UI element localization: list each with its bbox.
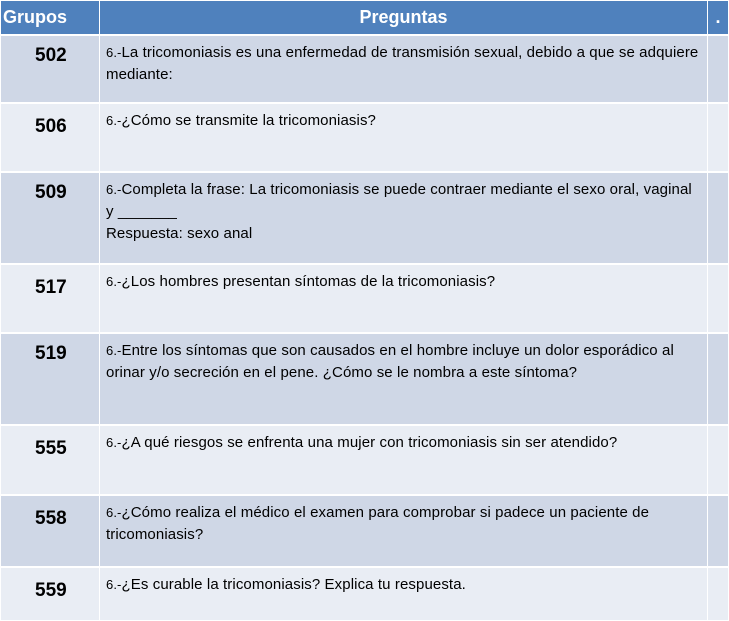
question-text: ¿Cómo realiza el médico el examen para comprobar si padece un paciente de tricomoniasis? (106, 504, 650, 543)
extra-cell (708, 425, 729, 495)
extra-cell (708, 567, 729, 621)
question-text: ¿Es curable la tricomoniasis? Explica tu respuesta. (121, 576, 466, 593)
question-number: 6.- (106, 343, 122, 358)
table-row (1, 35, 729, 103)
question-number: 6.- (106, 113, 122, 128)
extra-cell (708, 333, 729, 425)
header-questions: Preguntas (100, 1, 708, 36)
question-text: La tricomoniasis es una enfermedad de transmisión sexual, debido a que se adquiere mediante: (106, 44, 699, 83)
question-number: 6.- (106, 45, 122, 60)
table-row (1, 264, 729, 333)
question-cell (100, 333, 708, 425)
group-cell: 555 (1, 425, 100, 495)
table-row (1, 495, 729, 567)
table-header-row (1, 1, 729, 36)
question-number: 6.- (106, 274, 122, 289)
question-cell (100, 425, 708, 495)
question-text: ¿A qué riesgos se enfrenta una mujer con tricomoniasis sin ser atendido? (121, 434, 618, 451)
question-number: 6.- (106, 505, 122, 520)
group-cell: 509 (1, 172, 100, 264)
question-cell (100, 172, 708, 264)
table-row (1, 103, 729, 172)
question-text: Entre los síntomas que son causados en el hombre incluye un dolor esporádico al orinar y/o secreción en el pene. ¿Cómo se le nombra a este síntoma? (106, 342, 674, 381)
table-row (1, 425, 729, 495)
group-cell: 506 (1, 103, 100, 172)
answer-text: Respuesta: sexo anal (106, 225, 253, 242)
table-row (1, 172, 729, 264)
group-cell: 519 (1, 333, 100, 425)
question-cell (100, 103, 708, 172)
group-cell: 559 (1, 567, 100, 621)
question-text: Completa la frase: La tricomoniasis se puede contraer mediante el sexo oral, vaginal y _______ (106, 181, 692, 220)
table-row (1, 333, 729, 425)
question-cell (100, 495, 708, 567)
question-number: 6.- (106, 435, 122, 450)
extra-cell (708, 35, 729, 103)
table-row (1, 567, 729, 621)
extra-cell (708, 103, 729, 172)
extra-cell (708, 264, 729, 333)
question-text: ¿Los hombres presentan síntomas de la tricomoniasis? (121, 273, 496, 290)
question-number: 6.- (106, 577, 122, 592)
extra-cell (708, 172, 729, 264)
question-cell (100, 264, 708, 333)
question-cell (100, 567, 708, 621)
extra-cell (708, 495, 729, 567)
header-extra: . (708, 1, 729, 36)
group-cell: 558 (1, 495, 100, 567)
question-text: ¿Cómo se transmite la tricomoniasis? (121, 112, 376, 129)
question-number: 6.- (106, 182, 122, 197)
question-cell (100, 35, 708, 103)
group-cell: 517 (1, 264, 100, 333)
header-groups: Grupos (1, 1, 100, 36)
group-cell: 502 (1, 35, 100, 103)
